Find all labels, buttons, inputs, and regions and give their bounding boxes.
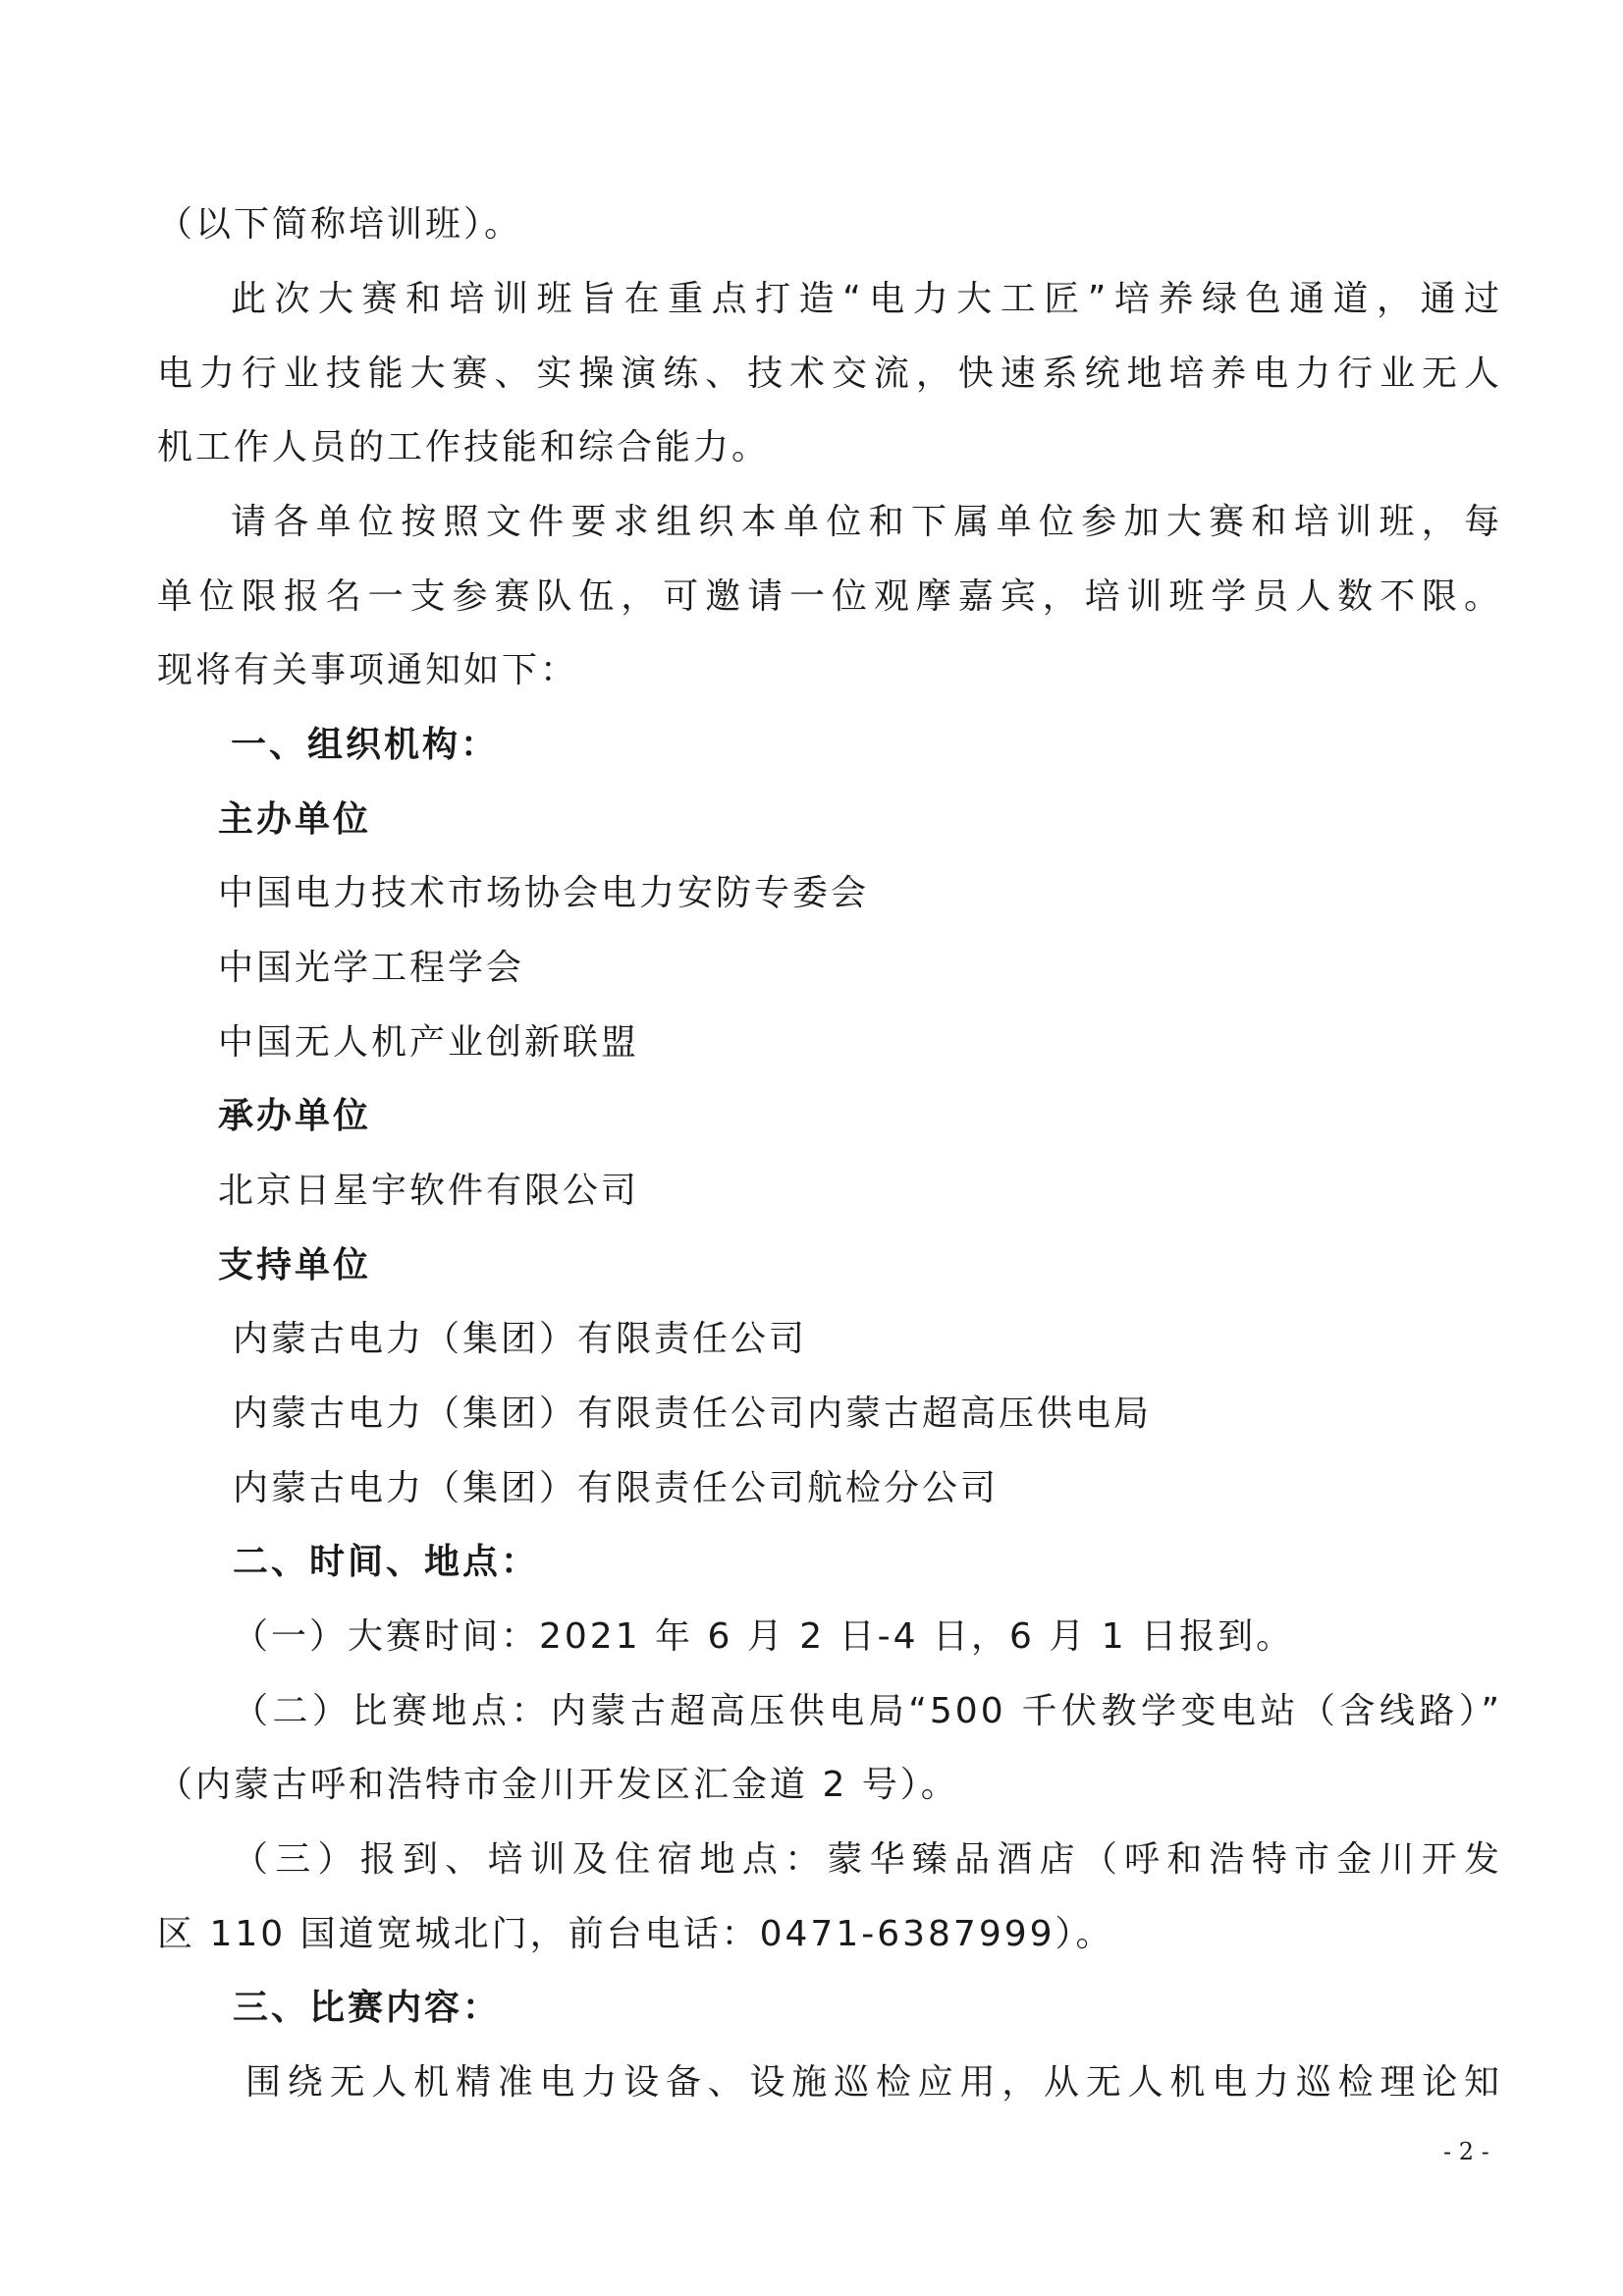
section-heading: 一、组织机构： — [231, 725, 500, 765]
paragraph-line: 现将有关事项通知如下： — [157, 650, 579, 690]
organization-name: 内蒙古电力（集团）有限责任公司内蒙古超高压供电局 — [233, 1394, 1153, 1434]
paragraph-line: 此次大赛和培训班旨在重点打造“电力大工匠”培养绿色通道，通过 — [231, 279, 1502, 319]
paragraph-line: （二）比赛地点：内蒙古超高压供电局“500 千伏教学变电站（含线路）” — [233, 1691, 1502, 1731]
subheading: 主办单位 — [218, 799, 372, 840]
paragraph-line: 区 110 国道宽城北门，前台电话：0471-6387999）。 — [157, 1914, 1114, 1954]
paragraph-line: 请各单位按照文件要求组织本单位和下属单位参加大赛和培训班，每 — [231, 502, 1502, 542]
subheading: 承办单位 — [218, 1096, 372, 1136]
paragraph-line: 围绕无人机精准电力设备、设施巡检应用，从无人机电力巡检理论知 — [245, 2062, 1502, 2103]
section-heading: 三、比赛内容： — [233, 1988, 502, 2028]
section-heading: 二、时间、地点： — [233, 1542, 540, 1582]
organization-name: 内蒙古电力（集团）有限责任公司 — [233, 1319, 808, 1359]
organization-name: 中国无人机产业创新联盟 — [218, 1022, 640, 1063]
paragraph-line: 机工作人员的工作技能和综合能力。 — [157, 427, 771, 467]
organization-name: 北京日星宇软件有限公司 — [218, 1171, 640, 1211]
organization-name: 中国电力技术市场协会电力安防专委会 — [218, 873, 870, 913]
subheading: 支持单位 — [218, 1245, 372, 1285]
paragraph-line: 单位限报名一支参赛队伍，可邀请一位观摩嘉宾，培训班学员人数不限。 — [157, 576, 1502, 617]
paragraph-line: （一）大赛时间：2021 年 6 月 2 日-4 日，6 月 1 日报到。 — [233, 1616, 1295, 1657]
paragraph-line: 电力行业技能大赛、实操演练、技术交流，快速系统地培养电力行业无人 — [157, 354, 1502, 394]
paragraph-line: （三）报到、培训及住宿地点：蒙华臻品酒店（呼和浩特市金川开发 — [233, 1839, 1502, 1880]
paragraph-line: （内蒙古呼和浩特市金川开发区汇金道 2 号）。 — [157, 1765, 959, 1805]
page-number: - 2 - — [1443, 2138, 1489, 2165]
organization-name: 内蒙古电力（集团）有限责任公司航检分公司 — [233, 1468, 1000, 1508]
organization-name: 中国光学工程学会 — [218, 948, 525, 988]
paragraph-line: （以下简称培训班）。 — [157, 204, 523, 245]
